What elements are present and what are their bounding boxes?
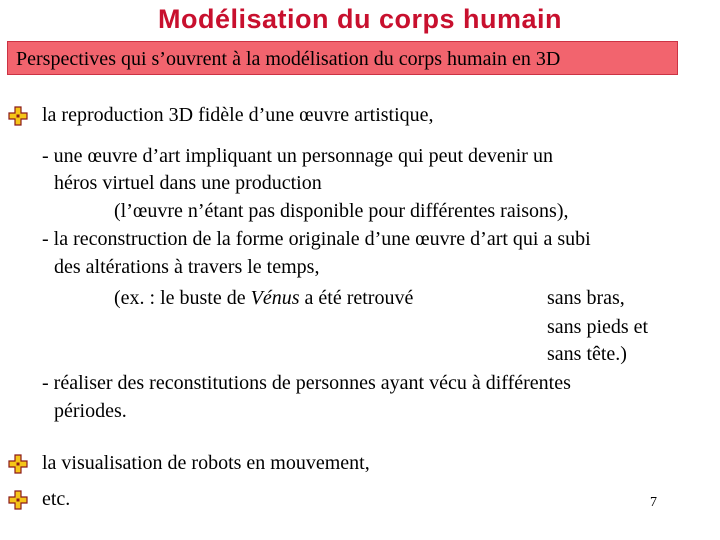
cross-bullet-icon	[8, 106, 28, 126]
bullet-text: etc.	[42, 488, 71, 510]
body-line: des altérations à travers le temps,	[54, 256, 320, 278]
body-line: sans pieds et	[547, 316, 649, 338]
body-line: périodes.	[54, 400, 127, 422]
page-number: 7	[650, 495, 657, 510]
body-line	[114, 287, 413, 310]
body-line: - réaliser des reconstitutions de personnes ayant vécu à différentes	[42, 372, 571, 394]
cross-bullet-icon	[8, 490, 28, 510]
body-text: (ex. : le buste de	[114, 287, 251, 309]
bullet-text: la visualisation de robots en mouvement,	[42, 452, 370, 474]
body-line: sans bras,	[547, 287, 625, 309]
body-line: - une œuvre d’art impliquant un personnage qui peut devenir un	[42, 145, 553, 167]
body-line: sans tête.)	[547, 343, 627, 365]
body-line: héros virtuel dans une production	[54, 172, 322, 194]
slide-title: Modélisation du corps humain	[157, 4, 563, 34]
cross-bullet-icon	[8, 454, 28, 474]
venus-italic: Vénus	[250, 287, 300, 309]
body-text: a été retrouvé	[299, 287, 414, 309]
bullet-text: la reproduction 3D fidèle d’une œuvre artistique,	[42, 104, 434, 126]
body-line: (l’œuvre n’étant pas disponible pour différentes raisons),	[114, 200, 569, 222]
subtitle-banner: Perspectives qui s’ouvrent à la modélisation du corps humain en 3D	[7, 41, 678, 75]
body-line: - la reconstruction de la forme originale d’une œuvre d’art qui a subi	[42, 228, 591, 250]
